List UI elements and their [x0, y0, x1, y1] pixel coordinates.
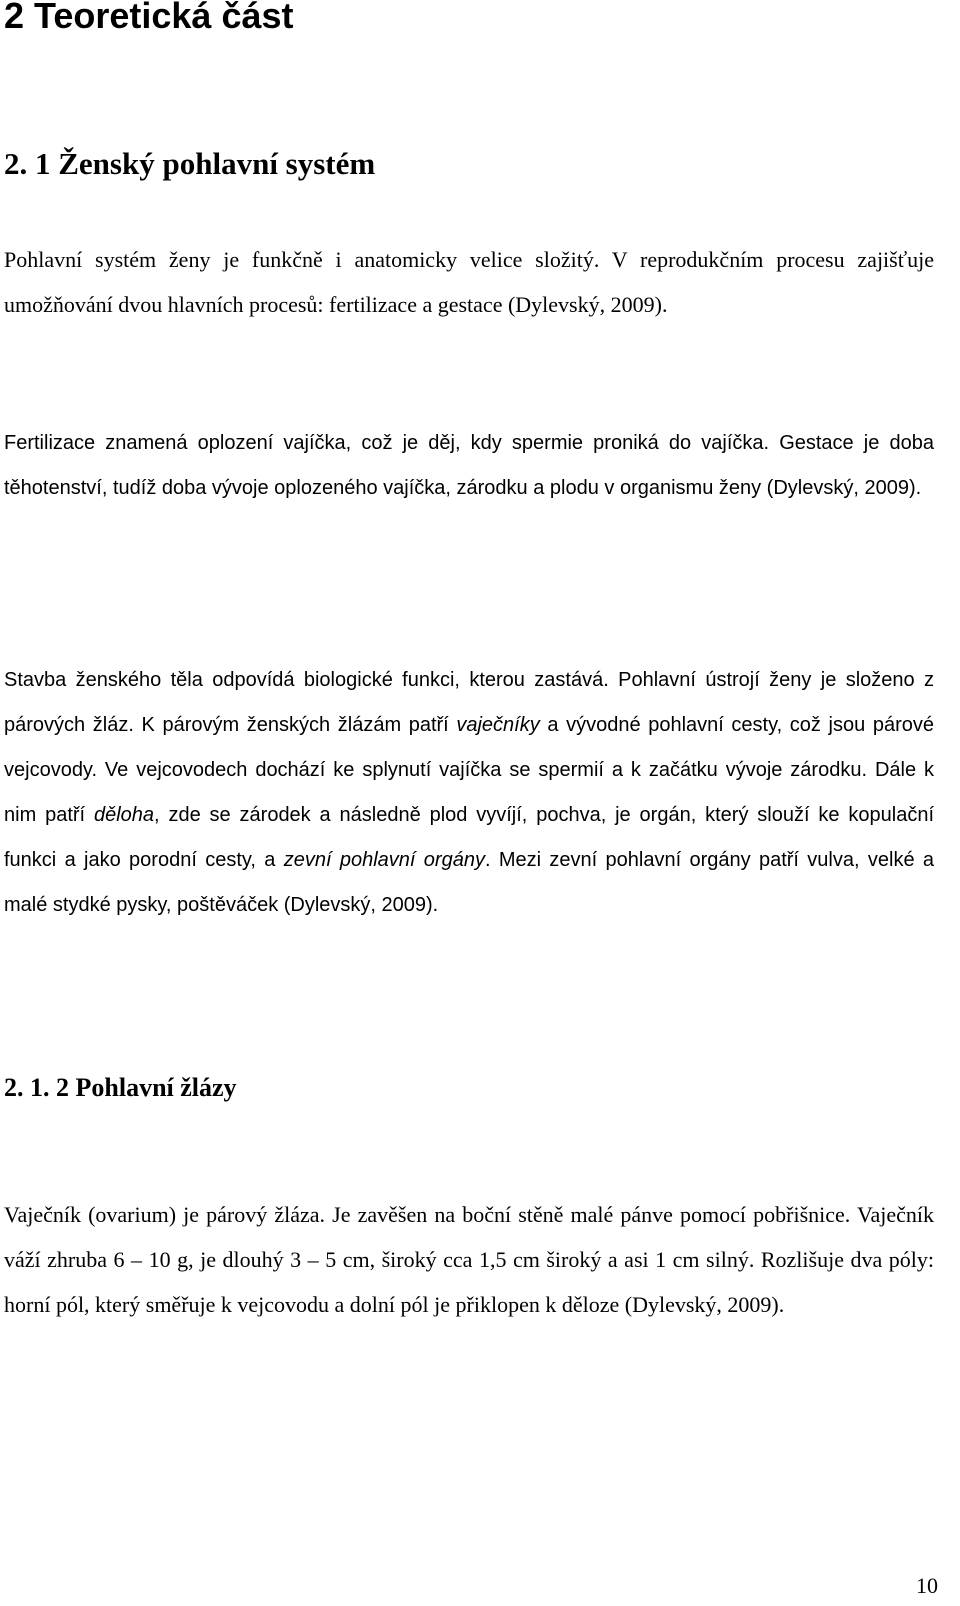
page-number: 10: [916, 1573, 938, 1598]
term-uterus: děloha: [93, 804, 155, 826]
paragraph-body-structure: [4, 658, 934, 928]
paragraph-intro: Pohlavní systém ženy je funkčně i anatomicky velice složitý. V reprodukčním procesu zajišťuje umožňování dvou hlavních procesů: fertilizace a gestace (Dylevský, 2009).: [4, 247, 934, 317]
term-external-organs: zevní pohlavní orgány: [283, 849, 485, 871]
subsection-title: 2. 1. 2 Pohlavní žlázy: [4, 1073, 237, 1102]
text-segment: . Mezi zevní pohlavní orgány patří vulva, velké a malé stydké pysky, poštěváček (Dylevský, 2009).: [4, 849, 935, 916]
term-ovaries: vaječníky: [456, 714, 540, 736]
text-segment: , zde se zárodek a následně plod vyvíjí, pochva, je orgán, který slouží ke kopulační funkci a jako porodní cesty, a: [4, 804, 935, 871]
paragraph-fertilization: Fertilizace znamená oplození vajíčka, což je děj, kdy spermie proniká do vajíčka. Gestace je doba těhotenství, tudíž doba vývoje oplozeného vajíčka, zárodku a plodu v organismu ženy (Dylevský, 2009).: [4, 432, 934, 499]
text-segment: Stavba ženského těla odpovídá biologické funkci, kterou zastává. Pohlavní ústrojí ženy je složeno z párových žláz. K párovým ženských žlázám patří: [4, 669, 934, 736]
chapter-title: 2 Teoretická část: [4, 0, 294, 36]
paragraph-ovary: Vaječník (ovarium) je párový žláza. Je zavěšen na boční stěně malé pánve pomocí pobřišnice. Vaječník váží zhruba 6 – 10 g, je dlouhý 3 – 5 cm, široký cca 1,5 cm široký a asi 1 cm silný. Rozlišuje dva póly: horní pól, který směřuje k vejcovodu a dolní pól je přiklopen k děloze (Dylevský, 2009).: [4, 1202, 934, 1317]
text-segment: a vývodné pohlavní cesty, což jsou párové vejcovody. Ve vejcovodech dochází ke splynutí vajíčka se spermií a k začátku vývoje zárodku. Dále k nim patří: [4, 714, 934, 826]
section-title: 2. 1 Ženský pohlavní systém: [4, 146, 376, 181]
